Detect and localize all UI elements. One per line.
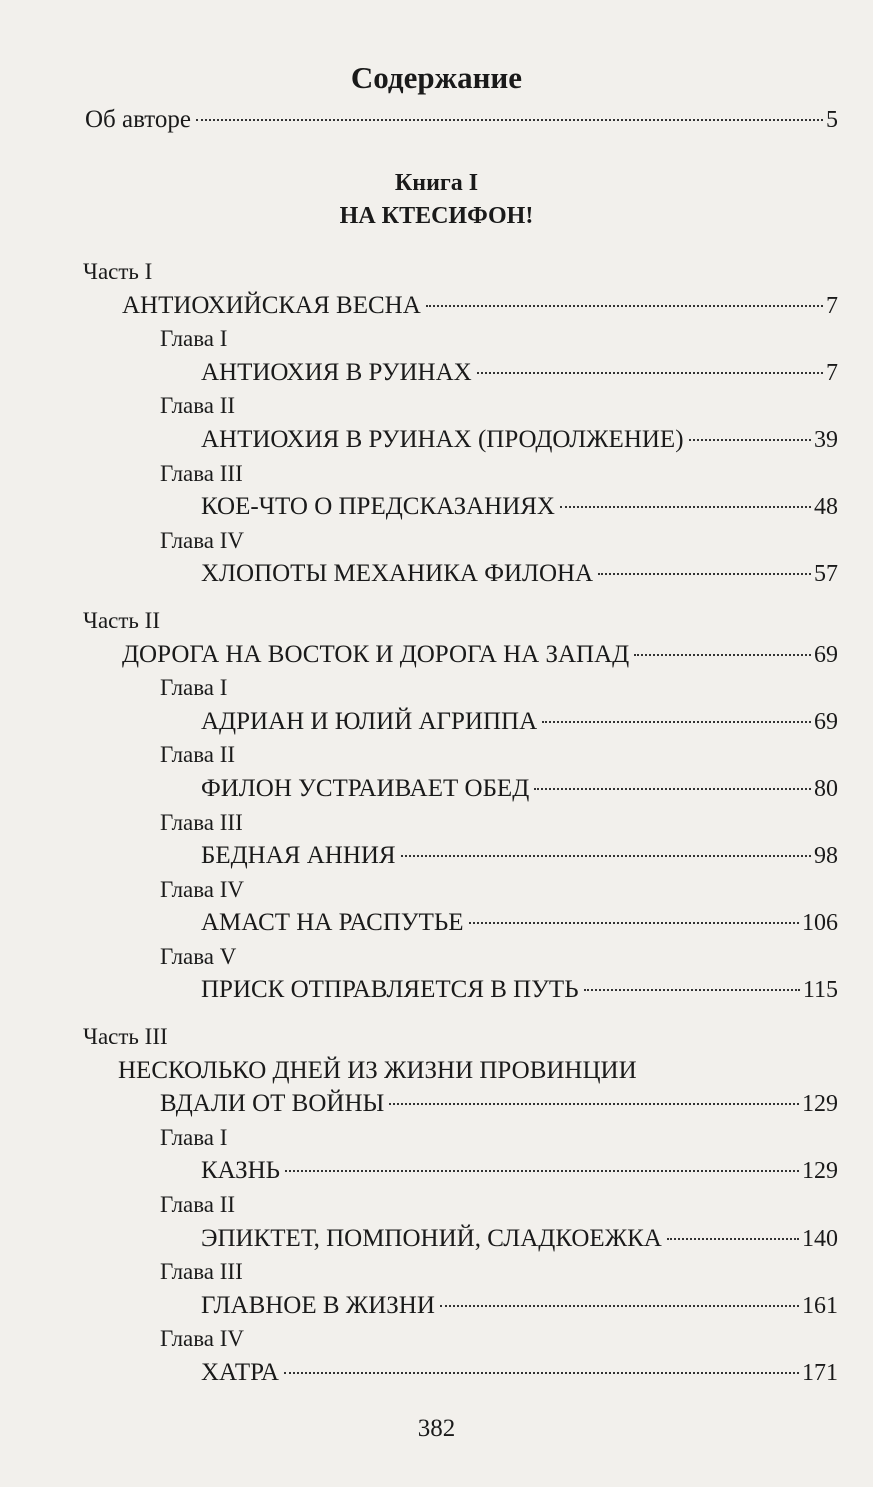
entry-label: НЕСКОЛЬКО ДНЕЙ ИЗ ЖИЗНИ ПРОВИНЦИИ xyxy=(118,1056,637,1084)
toc-title xyxy=(0,705,873,739)
toc-chapter xyxy=(0,524,873,558)
entry-label: Глава III xyxy=(160,1259,243,1285)
entry-label: БЕДНАЯ АННИЯ xyxy=(201,842,396,870)
toc-title xyxy=(0,1154,873,1188)
entry-label: ХЛОПОТЫ МЕХАНИКА ФИЛОНА xyxy=(201,560,594,588)
toc-section xyxy=(0,638,873,672)
entry-label: Часть I xyxy=(83,259,153,284)
entry-page: 69 xyxy=(814,708,838,735)
dot-leader xyxy=(689,439,811,441)
toc-part xyxy=(0,1020,873,1054)
toc-chapter xyxy=(0,671,873,705)
dot-leader xyxy=(534,788,811,790)
dot-leader xyxy=(477,372,823,374)
toc-title xyxy=(0,1222,873,1256)
entry-label: ДОРОГА НА ВОСТОК И ДОРОГА НА ЗАПАД xyxy=(122,640,630,668)
entry-label: Глава II xyxy=(160,742,236,768)
dot-leader xyxy=(634,654,811,656)
toc-title xyxy=(0,839,873,873)
toc-entry-about xyxy=(0,103,873,137)
dot-leader xyxy=(560,506,811,508)
entry-page: 80 xyxy=(814,775,838,802)
dot-leader xyxy=(440,1305,799,1307)
entry-page: 161 xyxy=(802,1292,838,1319)
toc-chapter xyxy=(0,940,873,974)
toc-title xyxy=(0,356,873,390)
toc-title xyxy=(0,772,873,806)
entry-label: Глава III xyxy=(160,809,243,835)
entry-label: Глава III xyxy=(160,460,243,486)
entry-page: 98 xyxy=(814,843,838,870)
entry-label: Об авторе xyxy=(85,106,191,133)
dot-leader xyxy=(389,1103,799,1105)
page-number: 382 xyxy=(417,1415,456,1442)
dot-leader xyxy=(584,989,800,991)
entry-label: Глава II xyxy=(160,1192,236,1218)
toc-part xyxy=(0,255,873,289)
entry-page: 69 xyxy=(814,641,838,668)
entry-label: Глава IV xyxy=(160,527,245,553)
toc-chapter xyxy=(0,322,873,356)
page-title: Содержание xyxy=(350,60,523,95)
entry-label: Глава V xyxy=(160,943,237,969)
dot-leader xyxy=(284,1372,799,1374)
toc-title xyxy=(0,557,873,591)
dot-leader xyxy=(667,1238,799,1240)
entry-page: 7 xyxy=(826,359,838,386)
toc-title xyxy=(0,490,873,524)
entry-label: Глава I xyxy=(160,1124,228,1150)
toc-chapter xyxy=(0,457,873,491)
entry-page: 57 xyxy=(814,561,838,588)
book-number: Книга I xyxy=(394,170,479,196)
entry-label: АНТИОХИЯ В РУИНАХ xyxy=(201,358,472,386)
entry-label: АНТИОХИЯ В РУИНАХ (ПРОДОЛЖЕНИЕ) xyxy=(201,425,684,453)
toc-title xyxy=(0,906,873,940)
toc-section-cont xyxy=(0,1087,873,1121)
toc-chapter xyxy=(0,873,873,907)
dot-leader xyxy=(285,1170,799,1172)
toc-chapter xyxy=(0,1322,873,1356)
entry-page: 129 xyxy=(802,1158,838,1185)
toc-section xyxy=(0,289,873,323)
dot-leader xyxy=(426,305,823,307)
toc-chapter xyxy=(0,1188,873,1222)
entry-label: Глава I xyxy=(160,326,228,352)
entry-label: ЭПИКТЕТ, ПОМПОНИЙ, СЛАДКОЕЖКА xyxy=(201,1224,662,1252)
entry-label: Глава IV xyxy=(160,1326,245,1352)
entry-label: ФИЛОН УСТРАИВАЕТ ОБЕД xyxy=(201,774,530,802)
entry-page: 106 xyxy=(802,910,838,937)
toc-chapter xyxy=(0,806,873,840)
entry-label: КАЗНЬ xyxy=(201,1157,281,1185)
dot-leader xyxy=(401,855,811,857)
entry-label: Часть II xyxy=(83,607,160,633)
dot-leader xyxy=(196,119,823,121)
toc-section-line xyxy=(0,1054,873,1088)
entry-label: Глава I xyxy=(160,675,228,701)
entry-page: 129 xyxy=(802,1091,838,1118)
entry-label: ПРИСК ОТПРАВЛЯЕТСЯ В ПУТЬ xyxy=(201,976,579,1004)
toc-title xyxy=(0,1289,873,1323)
entry-label: Глава IV xyxy=(160,876,245,902)
toc-chapter xyxy=(0,1121,873,1155)
entry-label: Часть III xyxy=(83,1024,168,1050)
entry-label: АНТИОХИЙСКАЯ ВЕСНА xyxy=(122,291,421,319)
entry-label: АДРИАН И ЮЛИЙ АГРИППА xyxy=(201,707,538,735)
dot-leader xyxy=(598,573,811,575)
toc-chapter xyxy=(0,738,873,772)
entry-label: Глава II xyxy=(160,393,236,419)
book-name: НА КТЕСИФОН! xyxy=(339,203,534,229)
toc-title xyxy=(0,423,873,457)
entry-label: ХАТРА xyxy=(201,1359,279,1386)
toc-part xyxy=(0,604,873,638)
table-of-contents xyxy=(0,255,873,1390)
dot-leader xyxy=(542,721,811,723)
entry-page: 39 xyxy=(814,426,838,453)
entry-label: ГЛАВНОЕ В ЖИЗНИ xyxy=(201,1291,435,1319)
entry-page: 115 xyxy=(802,977,838,1004)
toc-title xyxy=(0,973,873,1007)
dot-leader xyxy=(469,922,800,924)
entry-page: 171 xyxy=(802,1360,838,1386)
entry-label: КОЕ-ЧТО О ПРЕДСКАЗАНИЯХ xyxy=(201,493,555,521)
entry-label: АМАСТ НА РАСПУТЬЕ xyxy=(201,909,464,937)
toc-title xyxy=(0,1356,873,1390)
entry-page: 7 xyxy=(826,292,838,319)
entry-label: ВДАЛИ ОТ ВОЙНЫ xyxy=(160,1090,385,1118)
entry-page: 5 xyxy=(826,107,838,133)
entry-page: 140 xyxy=(802,1225,838,1252)
toc-chapter xyxy=(0,389,873,423)
toc-chapter xyxy=(0,1255,873,1289)
entry-page: 48 xyxy=(814,494,838,521)
